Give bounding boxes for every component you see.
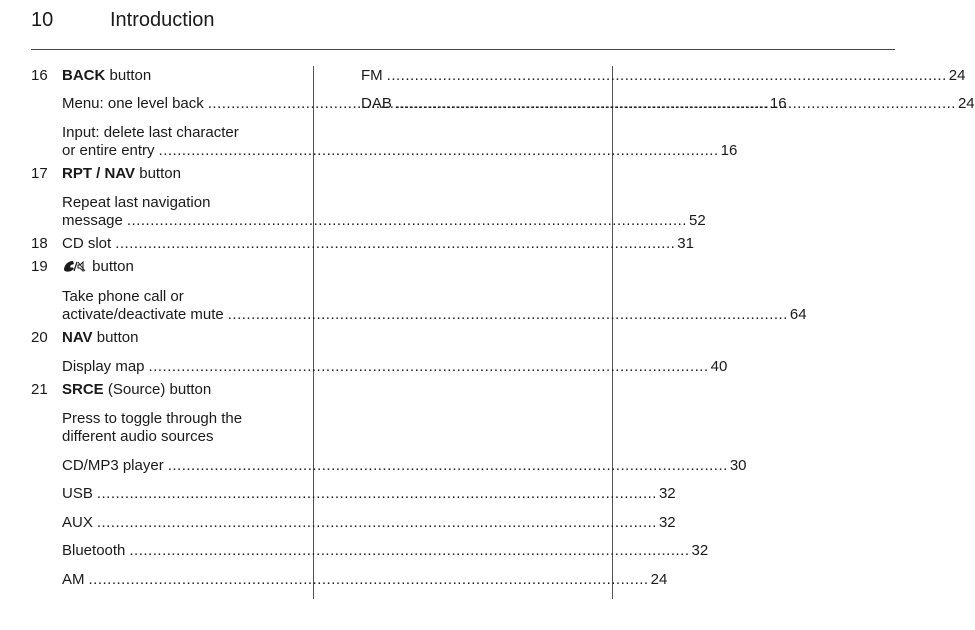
label-suffix: button (88, 258, 134, 275)
label-suffix: (Source) button (103, 381, 212, 398)
label-suffix: button (105, 67, 152, 84)
page-ref: 16 (769, 95, 787, 112)
page-ref: 32 (658, 514, 676, 531)
entry-text: AUX (62, 514, 93, 531)
entry-text: CD slot (62, 235, 112, 252)
leader-dots (168, 457, 728, 474)
entry-cd-slot (62, 235, 694, 253)
entry-am (62, 571, 668, 589)
item-label (62, 67, 151, 85)
header-rule (31, 49, 895, 50)
page-ref: 52 (688, 212, 706, 229)
page-header (0, 0, 950, 52)
control-name: NAV (62, 329, 93, 346)
entry-line: Press to toggle through the (62, 410, 243, 427)
page-ref: 64 (789, 306, 807, 323)
entry-line: different audio sources (62, 428, 214, 445)
entry-text: AM (62, 571, 85, 588)
label-suffix: button (92, 329, 139, 346)
leader-dots (89, 571, 649, 588)
page-number: 10 (31, 9, 54, 31)
item-label (62, 258, 134, 278)
entry-back-input (62, 124, 738, 160)
leader-dots (228, 306, 788, 323)
entry-fm (361, 67, 966, 85)
item-label (62, 381, 211, 399)
entry-line: Input: delete last character (62, 124, 239, 141)
control-name: BACK (62, 67, 106, 84)
item-number: 17 (31, 165, 48, 182)
entry-text: FM (361, 67, 383, 84)
entry-text: Menu: one level back (62, 95, 204, 112)
entry-text: activate/deactivate mute (62, 306, 224, 323)
leader-dots (115, 235, 675, 252)
entry-usb (62, 485, 676, 503)
item-label (62, 329, 138, 347)
page-ref: 30 (729, 457, 747, 474)
leader-dots (149, 358, 709, 375)
page-title: Introduction (110, 9, 215, 31)
entry-text: Display map (62, 358, 145, 375)
label-suffix: button (135, 165, 181, 182)
item-number: 20 (31, 329, 48, 346)
phone-mute-icon (62, 259, 88, 278)
entry-text: Bluetooth (62, 542, 126, 559)
entry-text: CD/MP3 player (62, 457, 164, 474)
item-number: 19 (31, 258, 48, 275)
item-label (62, 165, 181, 183)
entry-text: message (62, 212, 123, 229)
leader-dots (97, 485, 657, 502)
leader-dots (387, 67, 947, 84)
entry-aux (62, 514, 676, 532)
entry-phone-call (62, 288, 807, 324)
entry-srce-press (62, 410, 295, 446)
entry-display-map (62, 358, 728, 376)
leader-dots (159, 142, 719, 159)
item-number: 18 (31, 235, 48, 252)
entry-text: DAB (361, 95, 392, 112)
page-ref: 16 (720, 142, 738, 159)
page-ref: 32 (658, 485, 676, 502)
page-ref: 32 (691, 542, 709, 559)
page-ref: 40 (710, 358, 728, 375)
entry-rpt-repeat (62, 194, 706, 230)
page-ref: 24 (650, 571, 668, 588)
page-ref: 24 (957, 95, 975, 112)
page-ref: 24 (948, 67, 966, 84)
entry-text: USB (62, 485, 93, 502)
leader-dots (129, 542, 689, 559)
item-number: 21 (31, 381, 48, 398)
entry-bluetooth (62, 542, 709, 560)
control-name: SRCE (62, 381, 104, 398)
entry-line: Take phone call or (62, 288, 184, 305)
leader-dots (97, 514, 657, 531)
page-ref: 31 (677, 235, 694, 252)
leader-dots (127, 212, 687, 229)
entry-line: Repeat last navigation (62, 194, 211, 211)
entry-cd-mp3 (62, 457, 747, 475)
control-name: RPT / NAV (62, 165, 136, 182)
entry-text: or entire entry (62, 142, 155, 159)
item-number: 16 (31, 67, 48, 84)
leader-dots (396, 95, 956, 112)
